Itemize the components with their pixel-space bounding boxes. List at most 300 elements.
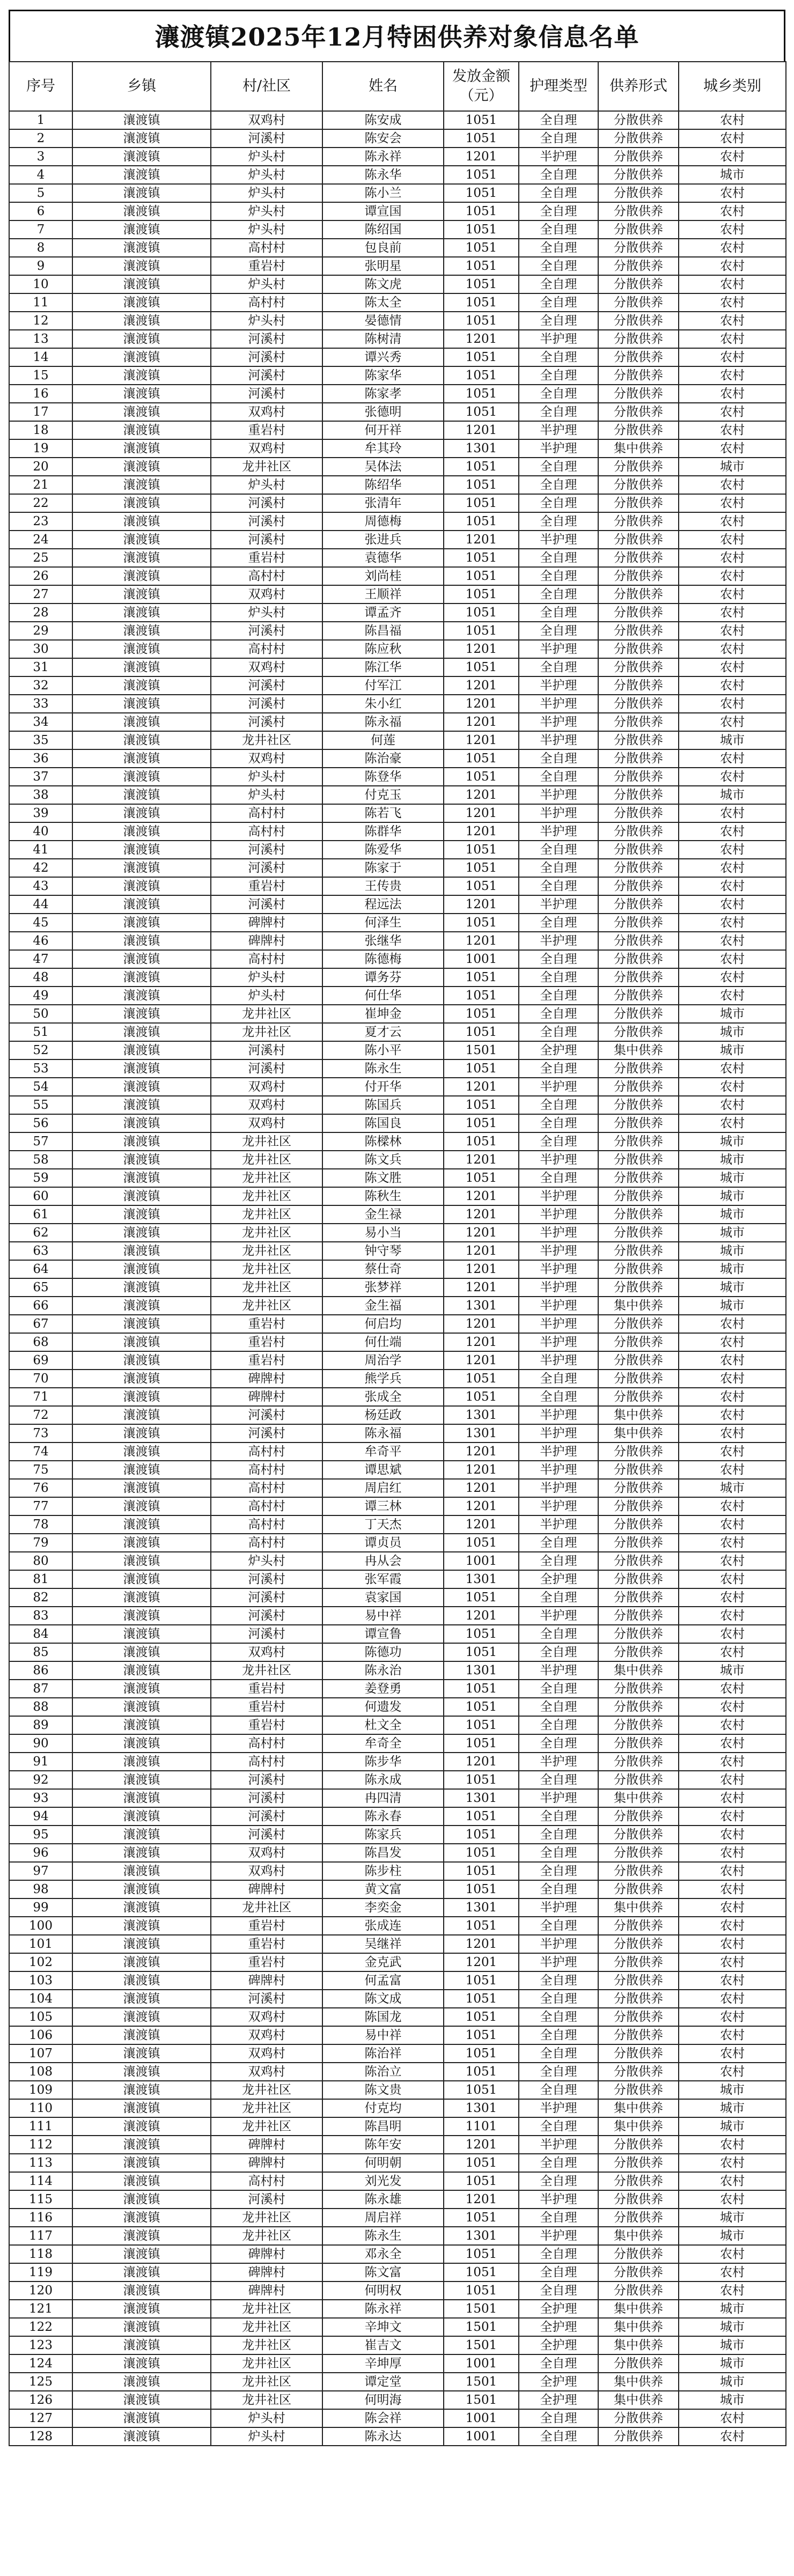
cell-amount: 1301 (444, 439, 519, 458)
cell-care-type: 全自理 (519, 841, 598, 859)
cell-village: 重岩村 (211, 1716, 322, 1734)
cell-name: 陈永华 (322, 166, 444, 184)
cell-area-type: 农村 (679, 2427, 786, 2446)
cell-area-type: 农村 (679, 622, 786, 640)
cell-support-form: 分散供养 (598, 1917, 679, 1935)
cell-amount: 1201 (444, 1515, 519, 1534)
cell-village: 重岩村 (211, 877, 322, 895)
cell-amount: 1301 (444, 2099, 519, 2117)
cell-no: 50 (9, 1005, 72, 1023)
table-row (9, 804, 786, 822)
cell-village: 碑牌村 (211, 932, 322, 950)
cell-support-form: 分散供养 (598, 512, 679, 531)
cell-amount: 1051 (444, 184, 519, 202)
table-row (9, 312, 786, 330)
cell-support-form: 集中供养 (598, 2373, 679, 2391)
cell-village: 高村村 (211, 293, 322, 312)
cell-area-type: 城市 (679, 1297, 786, 1315)
table-row (9, 1388, 786, 1406)
cell-area-type: 农村 (679, 1771, 786, 1789)
document-title: 瀼渡镇2025年12月特困供养对象信息名单 (9, 10, 785, 61)
cell-care-type: 半护理 (519, 804, 598, 822)
cell-village: 河溪村 (211, 1607, 322, 1625)
cell-no: 70 (9, 1370, 72, 1388)
cell-village: 河溪村 (211, 1424, 322, 1442)
cell-village: 双鸡村 (211, 2026, 322, 2044)
cell-village: 高村村 (211, 1734, 322, 1753)
cell-area-type: 农村 (679, 275, 786, 293)
cell-care-type: 全自理 (519, 220, 598, 239)
cell-village: 龙井社区 (211, 2227, 322, 2245)
cell-town: 瀼渡镇 (72, 822, 211, 841)
cell-care-type: 半护理 (519, 439, 598, 458)
cell-no: 7 (9, 220, 72, 239)
cell-care-type: 半护理 (519, 731, 598, 749)
cell-village: 河溪村 (211, 1041, 322, 1059)
table-row (9, 1862, 786, 1880)
cell-village: 碑牌村 (211, 1880, 322, 1898)
cell-amount: 1201 (444, 1497, 519, 1515)
table-row (9, 1424, 786, 1442)
cell-support-form: 分散供养 (598, 1643, 679, 1661)
cell-support-form: 分散供养 (598, 914, 679, 932)
cell-amount: 1051 (444, 1114, 519, 1132)
cell-amount: 1201 (444, 640, 519, 658)
cell-town: 瀼渡镇 (72, 1862, 211, 1880)
cell-town: 瀼渡镇 (72, 202, 211, 220)
cell-town: 瀼渡镇 (72, 2026, 211, 2044)
cell-area-type: 城市 (679, 2354, 786, 2373)
cell-name: 陈太全 (322, 293, 444, 312)
cell-amount: 1051 (444, 2081, 519, 2099)
table-row (9, 1315, 786, 1333)
cell-village: 龙井社区 (211, 1151, 322, 1169)
cell-no: 72 (9, 1406, 72, 1424)
cell-support-form: 分散供养 (598, 2136, 679, 2154)
cell-amount: 1051 (444, 567, 519, 585)
table-row (9, 239, 786, 257)
cell-area-type: 农村 (679, 2044, 786, 2063)
cell-area-type: 农村 (679, 1917, 786, 1935)
cell-amount: 1051 (444, 1169, 519, 1187)
cell-name: 陈昌福 (322, 622, 444, 640)
cell-name: 陈永祥 (322, 2300, 444, 2318)
cell-no: 56 (9, 1114, 72, 1132)
cell-care-type: 全自理 (519, 1844, 598, 1862)
cell-care-type: 半护理 (519, 1333, 598, 1351)
cell-amount: 1201 (444, 1260, 519, 1278)
cell-name: 冉四清 (322, 1789, 444, 1807)
cell-town: 瀼渡镇 (72, 166, 211, 184)
cell-support-form: 分散供养 (598, 2008, 679, 2026)
cell-care-type: 半护理 (519, 1151, 598, 1169)
cell-town: 瀼渡镇 (72, 1515, 211, 1534)
cell-no: 26 (9, 567, 72, 585)
cell-amount: 1051 (444, 1625, 519, 1643)
cell-town: 瀼渡镇 (72, 895, 211, 914)
cell-village: 炉头村 (211, 1552, 322, 1570)
cell-no: 90 (9, 1734, 72, 1753)
cell-care-type: 半护理 (519, 2099, 598, 2117)
cell-care-type: 全自理 (519, 549, 598, 567)
header-name: 姓名 (322, 62, 444, 111)
cell-amount: 1051 (444, 458, 519, 476)
cell-support-form: 分散供养 (598, 1497, 679, 1515)
cell-area-type: 农村 (679, 239, 786, 257)
cell-support-form: 分散供养 (598, 987, 679, 1005)
cell-care-type: 全自理 (519, 1807, 598, 1826)
cell-area-type: 城市 (679, 2209, 786, 2227)
cell-amount: 1051 (444, 312, 519, 330)
cell-amount: 1501 (444, 2336, 519, 2354)
cell-town: 瀼渡镇 (72, 2391, 211, 2409)
cell-town: 瀼渡镇 (72, 731, 211, 749)
cell-village: 龙井社区 (211, 2336, 322, 2354)
cell-area-type: 城市 (679, 1187, 786, 1205)
cell-village: 河溪村 (211, 1807, 322, 1826)
cell-support-form: 分散供养 (598, 2245, 679, 2263)
cell-area-type: 城市 (679, 1260, 786, 1278)
table-row (9, 1625, 786, 1643)
cell-name: 陈文虎 (322, 275, 444, 293)
cell-support-form: 分散供养 (598, 1716, 679, 1734)
cell-village: 炉头村 (211, 2409, 322, 2427)
table-row (9, 1898, 786, 1917)
cell-name: 谭贞员 (322, 1534, 444, 1552)
cell-area-type: 农村 (679, 822, 786, 841)
cell-area-type: 农村 (679, 877, 786, 895)
table-row (9, 2427, 786, 2446)
cell-town: 瀼渡镇 (72, 1789, 211, 1807)
cell-support-form: 分散供养 (598, 494, 679, 512)
table-row (9, 2172, 786, 2190)
cell-town: 瀼渡镇 (72, 695, 211, 713)
table-row (9, 1351, 786, 1370)
cell-support-form: 分散供养 (598, 1935, 679, 1953)
cell-town: 瀼渡镇 (72, 1643, 211, 1661)
table-row (9, 822, 786, 841)
cell-support-form: 分散供养 (598, 1005, 679, 1023)
cell-area-type: 农村 (679, 658, 786, 676)
cell-amount: 1201 (444, 1479, 519, 1497)
cell-town: 瀼渡镇 (72, 786, 211, 804)
cell-support-form: 分散供养 (598, 1351, 679, 1370)
cell-town: 瀼渡镇 (72, 1534, 211, 1552)
cell-name: 陈德功 (322, 1643, 444, 1661)
cell-name: 陈绍华 (322, 476, 444, 494)
cell-amount: 1201 (444, 1078, 519, 1096)
cell-support-form: 分散供养 (598, 458, 679, 476)
cell-town: 瀼渡镇 (72, 2336, 211, 2354)
cell-amount: 1051 (444, 859, 519, 877)
cell-no: 25 (9, 549, 72, 567)
cell-name: 陈若飞 (322, 804, 444, 822)
cell-support-form: 分散供养 (598, 1515, 679, 1534)
cell-care-type: 半护理 (519, 1753, 598, 1771)
cell-no: 81 (9, 1570, 72, 1588)
cell-amount: 1501 (444, 2300, 519, 2318)
cell-support-form: 分散供养 (598, 2409, 679, 2427)
cell-amount: 1201 (444, 531, 519, 549)
table-row (9, 2044, 786, 2063)
cell-town: 瀼渡镇 (72, 1114, 211, 1132)
cell-name: 付克玉 (322, 786, 444, 804)
cell-amount: 1051 (444, 1807, 519, 1826)
cell-amount: 1051 (444, 1059, 519, 1078)
cell-village: 河溪村 (211, 1826, 322, 1844)
header-support-form: 供养形式 (598, 62, 679, 111)
cell-support-form: 分散供养 (598, 1442, 679, 1461)
cell-support-form: 集中供养 (598, 2300, 679, 2318)
cell-village: 重岩村 (211, 1680, 322, 1698)
cell-no: 101 (9, 1935, 72, 1953)
cell-care-type: 半护理 (519, 1424, 598, 1442)
cell-amount: 1051 (444, 585, 519, 603)
cell-name: 何莲 (322, 731, 444, 749)
table-row (9, 366, 786, 385)
cell-village: 河溪村 (211, 1990, 322, 2008)
cell-name: 金克武 (322, 1953, 444, 1971)
cell-care-type: 全自理 (519, 603, 598, 622)
cell-village: 龙井社区 (211, 2081, 322, 2099)
table-row (9, 2117, 786, 2136)
cell-care-type: 全自理 (519, 403, 598, 421)
cell-no: 107 (9, 2044, 72, 2063)
cell-no: 119 (9, 2263, 72, 2281)
cell-village: 龙井社区 (211, 2354, 322, 2373)
cell-town: 瀼渡镇 (72, 914, 211, 932)
cell-village: 龙井社区 (211, 2391, 322, 2409)
cell-village: 炉头村 (211, 786, 322, 804)
cell-name: 陈昌发 (322, 1844, 444, 1862)
cell-support-form: 分散供养 (598, 1698, 679, 1716)
header-amount (444, 62, 519, 111)
table-row (9, 1497, 786, 1515)
cell-care-type: 全自理 (519, 366, 598, 385)
cell-town: 瀼渡镇 (72, 531, 211, 549)
cell-name: 杜文全 (322, 1716, 444, 1734)
cell-town: 瀼渡镇 (72, 1151, 211, 1169)
table-row (9, 2227, 786, 2245)
table-row (9, 1990, 786, 2008)
cell-name: 付开华 (322, 1078, 444, 1096)
cell-town: 瀼渡镇 (72, 2117, 211, 2136)
cell-area-type: 农村 (679, 220, 786, 239)
cell-area-type: 农村 (679, 968, 786, 987)
table-row (9, 2081, 786, 2099)
cell-town: 瀼渡镇 (72, 2227, 211, 2245)
cell-village: 河溪村 (211, 1059, 322, 1078)
cell-name: 何明朝 (322, 2154, 444, 2172)
cell-area-type: 农村 (679, 1497, 786, 1515)
cell-support-form: 分散供养 (598, 749, 679, 768)
cell-name: 陈家兵 (322, 1826, 444, 1844)
table-row (9, 184, 786, 202)
cell-town: 瀼渡镇 (72, 2008, 211, 2026)
cell-village: 重岩村 (211, 1935, 322, 1953)
cell-amount: 1051 (444, 1096, 519, 1114)
cell-name: 陈国兵 (322, 1096, 444, 1114)
table-row (9, 2391, 786, 2409)
cell-no: 91 (9, 1753, 72, 1771)
cell-support-form: 分散供养 (598, 421, 679, 439)
cell-town: 瀼渡镇 (72, 1297, 211, 1315)
cell-village: 龙井社区 (211, 2099, 322, 2117)
cell-area-type: 农村 (679, 1643, 786, 1661)
cell-name: 牟其玲 (322, 439, 444, 458)
cell-amount: 1201 (444, 676, 519, 695)
cell-support-form: 分散供养 (598, 1880, 679, 1898)
cell-care-type: 全护理 (519, 1041, 598, 1059)
cell-area-type: 农村 (679, 403, 786, 421)
table-row (9, 220, 786, 239)
cell-area-type: 农村 (679, 749, 786, 768)
cell-village: 河溪村 (211, 512, 322, 531)
cell-care-type: 全自理 (519, 2044, 598, 2063)
cell-area-type: 农村 (679, 111, 786, 129)
cell-town: 瀼渡镇 (72, 421, 211, 439)
cell-care-type: 半护理 (519, 1205, 598, 1224)
cell-area-type: 农村 (679, 987, 786, 1005)
cell-town: 瀼渡镇 (72, 2409, 211, 2427)
cell-town: 瀼渡镇 (72, 1260, 211, 1278)
table-row (9, 403, 786, 421)
cell-village: 河溪村 (211, 1588, 322, 1607)
table-row (9, 1643, 786, 1661)
table-row (9, 257, 786, 275)
cell-area-type: 农村 (679, 932, 786, 950)
cell-support-form: 分散供养 (598, 1734, 679, 1753)
cell-care-type: 全自理 (519, 2008, 598, 2026)
table-row (9, 987, 786, 1005)
cell-no: 41 (9, 841, 72, 859)
cell-amount: 1051 (444, 768, 519, 786)
cell-no: 21 (9, 476, 72, 494)
cell-support-form: 分散供养 (598, 1370, 679, 1388)
cell-area-type: 农村 (679, 1625, 786, 1643)
table-row (9, 348, 786, 366)
cell-care-type: 全自理 (519, 768, 598, 786)
cell-amount: 1301 (444, 2227, 519, 2245)
cell-village: 炉头村 (211, 968, 322, 987)
cell-town: 瀼渡镇 (72, 1059, 211, 1078)
cell-area-type: 农村 (679, 202, 786, 220)
table-row (9, 111, 786, 129)
cell-town: 瀼渡镇 (72, 2099, 211, 2117)
cell-village: 高村村 (211, 567, 322, 585)
cell-village: 龙井社区 (211, 1187, 322, 1205)
cell-no: 71 (9, 1388, 72, 1406)
cell-no: 32 (9, 676, 72, 695)
cell-care-type: 全自理 (519, 239, 598, 257)
cell-no: 33 (9, 695, 72, 713)
cell-no: 53 (9, 1059, 72, 1078)
table-row (9, 603, 786, 622)
cell-village: 重岩村 (211, 1315, 322, 1333)
cell-support-form: 分散供养 (598, 184, 679, 202)
cell-support-form: 分散供养 (598, 1315, 679, 1333)
cell-no: 17 (9, 403, 72, 421)
cell-area-type: 农村 (679, 1424, 786, 1442)
cell-no: 128 (9, 2427, 72, 2446)
table-row (9, 1023, 786, 1041)
cell-amount: 1051 (444, 239, 519, 257)
cell-area-type: 城市 (679, 2117, 786, 2136)
cell-care-type: 全自理 (519, 658, 598, 676)
cell-area-type: 城市 (679, 1278, 786, 1297)
cell-no: 68 (9, 1333, 72, 1351)
cell-no: 109 (9, 2081, 72, 2099)
cell-no: 10 (9, 275, 72, 293)
cell-amount: 1051 (444, 1370, 519, 1388)
cell-town: 瀼渡镇 (72, 1278, 211, 1297)
cell-care-type: 全自理 (519, 202, 598, 220)
cell-support-form: 分散供养 (598, 676, 679, 695)
cell-support-form: 集中供养 (598, 1406, 679, 1424)
cell-support-form: 分散供养 (598, 129, 679, 148)
cell-no: 102 (9, 1953, 72, 1971)
cell-name: 谭宣鲁 (322, 1625, 444, 1643)
cell-name: 陈文成 (322, 1990, 444, 2008)
cell-amount: 1201 (444, 1935, 519, 1953)
cell-name: 蔡仕奇 (322, 1260, 444, 1278)
cell-name: 陈群华 (322, 822, 444, 841)
cell-area-type: 农村 (679, 494, 786, 512)
cell-town: 瀼渡镇 (72, 1917, 211, 1935)
cell-village: 双鸡村 (211, 1078, 322, 1096)
cell-area-type: 农村 (679, 914, 786, 932)
cell-no: 80 (9, 1552, 72, 1570)
cell-amount: 1051 (444, 293, 519, 312)
cell-care-type: 半护理 (519, 148, 598, 166)
cell-village: 龙井社区 (211, 1224, 322, 1242)
cell-amount: 1201 (444, 822, 519, 841)
cell-area-type: 农村 (679, 676, 786, 695)
cell-support-form: 分散供养 (598, 1260, 679, 1278)
cell-support-form: 分散供养 (598, 312, 679, 330)
table-row (9, 1205, 786, 1224)
table-row (9, 1242, 786, 1260)
cell-name: 晏德情 (322, 312, 444, 330)
cell-amount: 1001 (444, 1552, 519, 1570)
cell-care-type: 全自理 (519, 749, 598, 768)
cell-amount: 1201 (444, 1205, 519, 1224)
cell-no: 115 (9, 2190, 72, 2209)
cell-support-form: 分散供养 (598, 2044, 679, 2063)
cell-support-form: 分散供养 (598, 1132, 679, 1151)
cell-town: 瀼渡镇 (72, 932, 211, 950)
cell-amount: 1051 (444, 1971, 519, 1990)
cell-support-form: 分散供养 (598, 348, 679, 366)
cell-area-type: 农村 (679, 1388, 786, 1406)
cell-care-type: 半护理 (519, 1479, 598, 1497)
table-row (9, 1169, 786, 1187)
cell-no: 20 (9, 458, 72, 476)
cell-support-form: 分散供养 (598, 220, 679, 239)
cell-name: 辛坤文 (322, 2318, 444, 2336)
cell-amount: 1051 (444, 549, 519, 567)
cell-amount: 1201 (444, 895, 519, 914)
cell-village: 河溪村 (211, 385, 322, 403)
cell-village: 河溪村 (211, 713, 322, 731)
cell-care-type: 半护理 (519, 1224, 598, 1242)
cell-no: 55 (9, 1096, 72, 1114)
cell-name: 陈文胜 (322, 1169, 444, 1187)
cell-name: 陈家于 (322, 859, 444, 877)
cell-town: 瀼渡镇 (72, 968, 211, 987)
cell-name: 陈治豪 (322, 749, 444, 768)
cell-care-type: 全自理 (519, 1388, 598, 1406)
